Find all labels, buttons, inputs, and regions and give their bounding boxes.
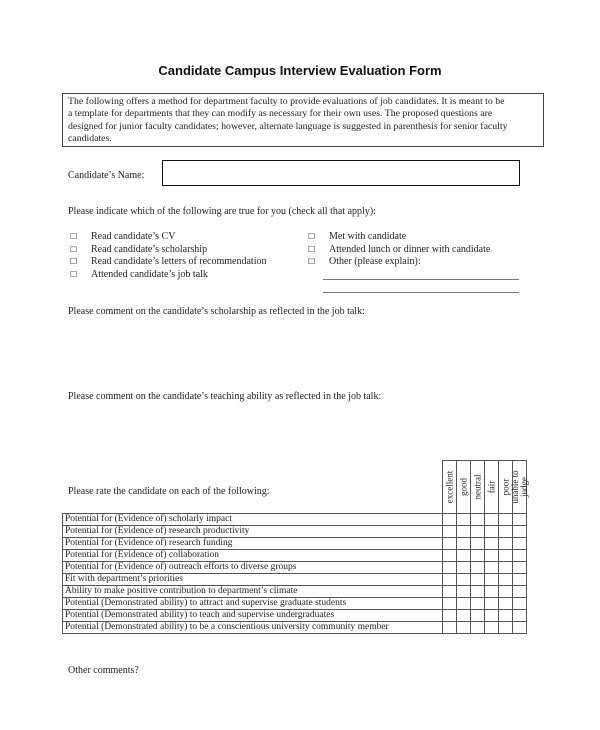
- rating-cell[interactable]: [471, 586, 485, 598]
- table-row: [63, 586, 527, 598]
- option-label: Attended lunch or dinner with candidate: [329, 243, 491, 255]
- rating-header-label: unable to judge: [509, 470, 529, 504]
- rating-cell[interactable]: [443, 514, 457, 526]
- table-row: [63, 622, 527, 634]
- checkbox-icon[interactable]: ☐: [70, 257, 78, 266]
- rate-prompt: Please rate the candidate on each of the following:: [68, 486, 270, 497]
- rating-cell[interactable]: [471, 598, 485, 610]
- rating-cell[interactable]: [443, 622, 457, 634]
- rating-cell[interactable]: [471, 574, 485, 586]
- rating-cell[interactable]: [457, 574, 471, 586]
- rating-header: [471, 461, 485, 514]
- rating-cell[interactable]: [485, 550, 499, 562]
- rating-cell[interactable]: [513, 562, 527, 574]
- candidate-name-label: Candidate’s Name:: [68, 170, 145, 181]
- rating-cell[interactable]: [513, 538, 527, 550]
- rating-cell[interactable]: [471, 562, 485, 574]
- table-row: [63, 610, 527, 622]
- indicate-prompt: Please indicate which of the following are true for you (check all that apply):: [68, 206, 376, 217]
- rating-header: [457, 461, 471, 514]
- intro-line: candidates.: [68, 132, 112, 144]
- rating-cell[interactable]: [485, 622, 499, 634]
- rating-cell[interactable]: [485, 526, 499, 538]
- candidate-name-field[interactable]: [162, 160, 520, 186]
- rating-cell[interactable]: [499, 598, 513, 610]
- rating-cell[interactable]: [457, 622, 471, 634]
- checkbox-icon[interactable]: ☐: [308, 257, 316, 266]
- rating-cell[interactable]: [499, 622, 513, 634]
- criterion-label: Potential for (Evidence of) research productivity: [63, 526, 443, 538]
- other-comments-label: Other comments?: [68, 665, 139, 676]
- rating-cell[interactable]: [457, 514, 471, 526]
- rating-cell[interactable]: [499, 586, 513, 598]
- teaching-prompt: Please comment on the candidate’s teaching ability as reflected in the job talk:: [68, 391, 382, 402]
- option-label: Met with candidate: [329, 231, 407, 242]
- rating-cell[interactable]: [457, 598, 471, 610]
- checkbox-icon[interactable]: ☐: [70, 269, 78, 279]
- rating-cell[interactable]: [499, 514, 513, 526]
- rating-cell[interactable]: [499, 562, 513, 574]
- rating-cell[interactable]: [443, 550, 457, 562]
- rating-cell[interactable]: [457, 586, 471, 598]
- table-row: [63, 538, 527, 550]
- rating-cell[interactable]: [513, 514, 527, 526]
- rating-cell[interactable]: [471, 610, 485, 622]
- form-title: Candidate Campus Interview Evaluation Form: [158, 63, 442, 78]
- table-row: [63, 598, 527, 610]
- criterion-label: Potential for (Evidence of) collaboration: [63, 550, 443, 562]
- rating-cell[interactable]: [471, 514, 485, 526]
- rating-cell[interactable]: [513, 550, 527, 562]
- rating-cell[interactable]: [457, 610, 471, 622]
- rating-cell[interactable]: [499, 550, 513, 562]
- other-explain-line[interactable]: [323, 279, 519, 280]
- criterion-label: Potential for (Evidence of) research funding: [63, 538, 443, 550]
- rating-cell[interactable]: [457, 562, 471, 574]
- rating-cell[interactable]: [513, 526, 527, 538]
- table-row: [63, 514, 527, 526]
- rating-cell[interactable]: [485, 610, 499, 622]
- rating-cell[interactable]: [471, 622, 485, 634]
- criterion-label: Ability to make positive contribution to department’s climate: [63, 586, 443, 598]
- rating-cell[interactable]: [443, 598, 457, 610]
- rating-cell[interactable]: [471, 550, 485, 562]
- rating-cell[interactable]: [485, 586, 499, 598]
- rating-header-label: fair: [486, 480, 496, 494]
- rating-cell[interactable]: [513, 622, 527, 634]
- rating-cell[interactable]: [485, 538, 499, 550]
- rating-header-label: excellent: [444, 470, 454, 504]
- rating-cell[interactable]: [485, 514, 499, 526]
- table-row: [63, 550, 527, 562]
- table-row: [63, 562, 527, 574]
- checkbox-icon[interactable]: ☐: [70, 232, 78, 241]
- rating-cell[interactable]: [513, 574, 527, 586]
- option-label: Attended candidate’s job talk: [91, 268, 208, 280]
- intro-line: a template for departments that they can modify as necessary for their own uses. The proposed questions are: [68, 108, 493, 120]
- checkbox-icon[interactable]: ☐: [70, 244, 78, 254]
- checkbox-icon[interactable]: ☐: [308, 232, 316, 241]
- rating-cell[interactable]: [457, 538, 471, 550]
- rating-cell[interactable]: [485, 562, 499, 574]
- option-label: Read candidate’s CV: [91, 231, 176, 242]
- criterion-label: Potential (Demonstrated ability) to attract and supervise graduate students: [63, 598, 443, 610]
- rating-cell[interactable]: [443, 562, 457, 574]
- rating-cell[interactable]: [457, 526, 471, 538]
- option-label: Read candidate’s letters of recommendation: [91, 256, 267, 267]
- option-label: Other (please explain):: [329, 256, 421, 267]
- intro-box: [62, 93, 544, 147]
- rating-table: [62, 460, 527, 634]
- rating-header: [509, 461, 529, 514]
- checkbox-icon[interactable]: ☐: [308, 244, 316, 254]
- criterion-label: Potential for (Evidence of) outreach efforts to diverse groups: [63, 562, 443, 574]
- rating-cell[interactable]: [457, 550, 471, 562]
- scholarship-prompt: Please comment on the candidate’s scholarship as reflected in the job talk:: [68, 306, 365, 317]
- rating-cell[interactable]: [443, 526, 457, 538]
- rating-header: [485, 461, 499, 514]
- rating-cell[interactable]: [513, 598, 527, 610]
- rating-cell[interactable]: [513, 586, 527, 598]
- header-blank: [63, 461, 443, 514]
- rating-cell[interactable]: [499, 538, 513, 550]
- rating-cell[interactable]: [443, 610, 457, 622]
- rating-header-label: good: [458, 478, 468, 496]
- criterion-label: Potential (Demonstrated ability) to be a conscientious university community member: [63, 622, 443, 634]
- rating-header-label: neutral: [472, 474, 482, 500]
- other-explain-line[interactable]: [323, 292, 519, 293]
- rating-cell[interactable]: [513, 610, 527, 622]
- rating-cell[interactable]: [499, 574, 513, 586]
- rating-cell[interactable]: [443, 574, 457, 586]
- table-row: [63, 574, 527, 586]
- rating-cell[interactable]: [499, 526, 513, 538]
- rating-cell[interactable]: [443, 538, 457, 550]
- criterion-label: Potential for (Evidence of) scholarly impact: [63, 514, 443, 526]
- intro-line: The following offers a method for department faculty to provide evaluations of job candidates. It is meant to be: [68, 96, 505, 107]
- intro-line: designed for junior faculty candidates; however, alternate language is suggested in parenthesis for senior faculty: [68, 120, 508, 132]
- criterion-label: Potential (Demonstrated ability) to teach and supervise undergraduates: [63, 610, 443, 622]
- rating-cell[interactable]: [471, 538, 485, 550]
- rating-cell[interactable]: [485, 574, 499, 586]
- rating-header-label: poor: [500, 478, 510, 496]
- rating-cell[interactable]: [485, 598, 499, 610]
- option-label: Read candidate’s scholarship: [91, 243, 208, 255]
- rating-header-row: [63, 461, 527, 514]
- rating-cell[interactable]: [499, 610, 513, 622]
- table-row: [63, 526, 527, 538]
- rating-cell[interactable]: [443, 586, 457, 598]
- rating-cell[interactable]: [471, 526, 485, 538]
- rating-header: [443, 461, 457, 514]
- criterion-label: Fit with department’s priorities: [63, 574, 443, 586]
